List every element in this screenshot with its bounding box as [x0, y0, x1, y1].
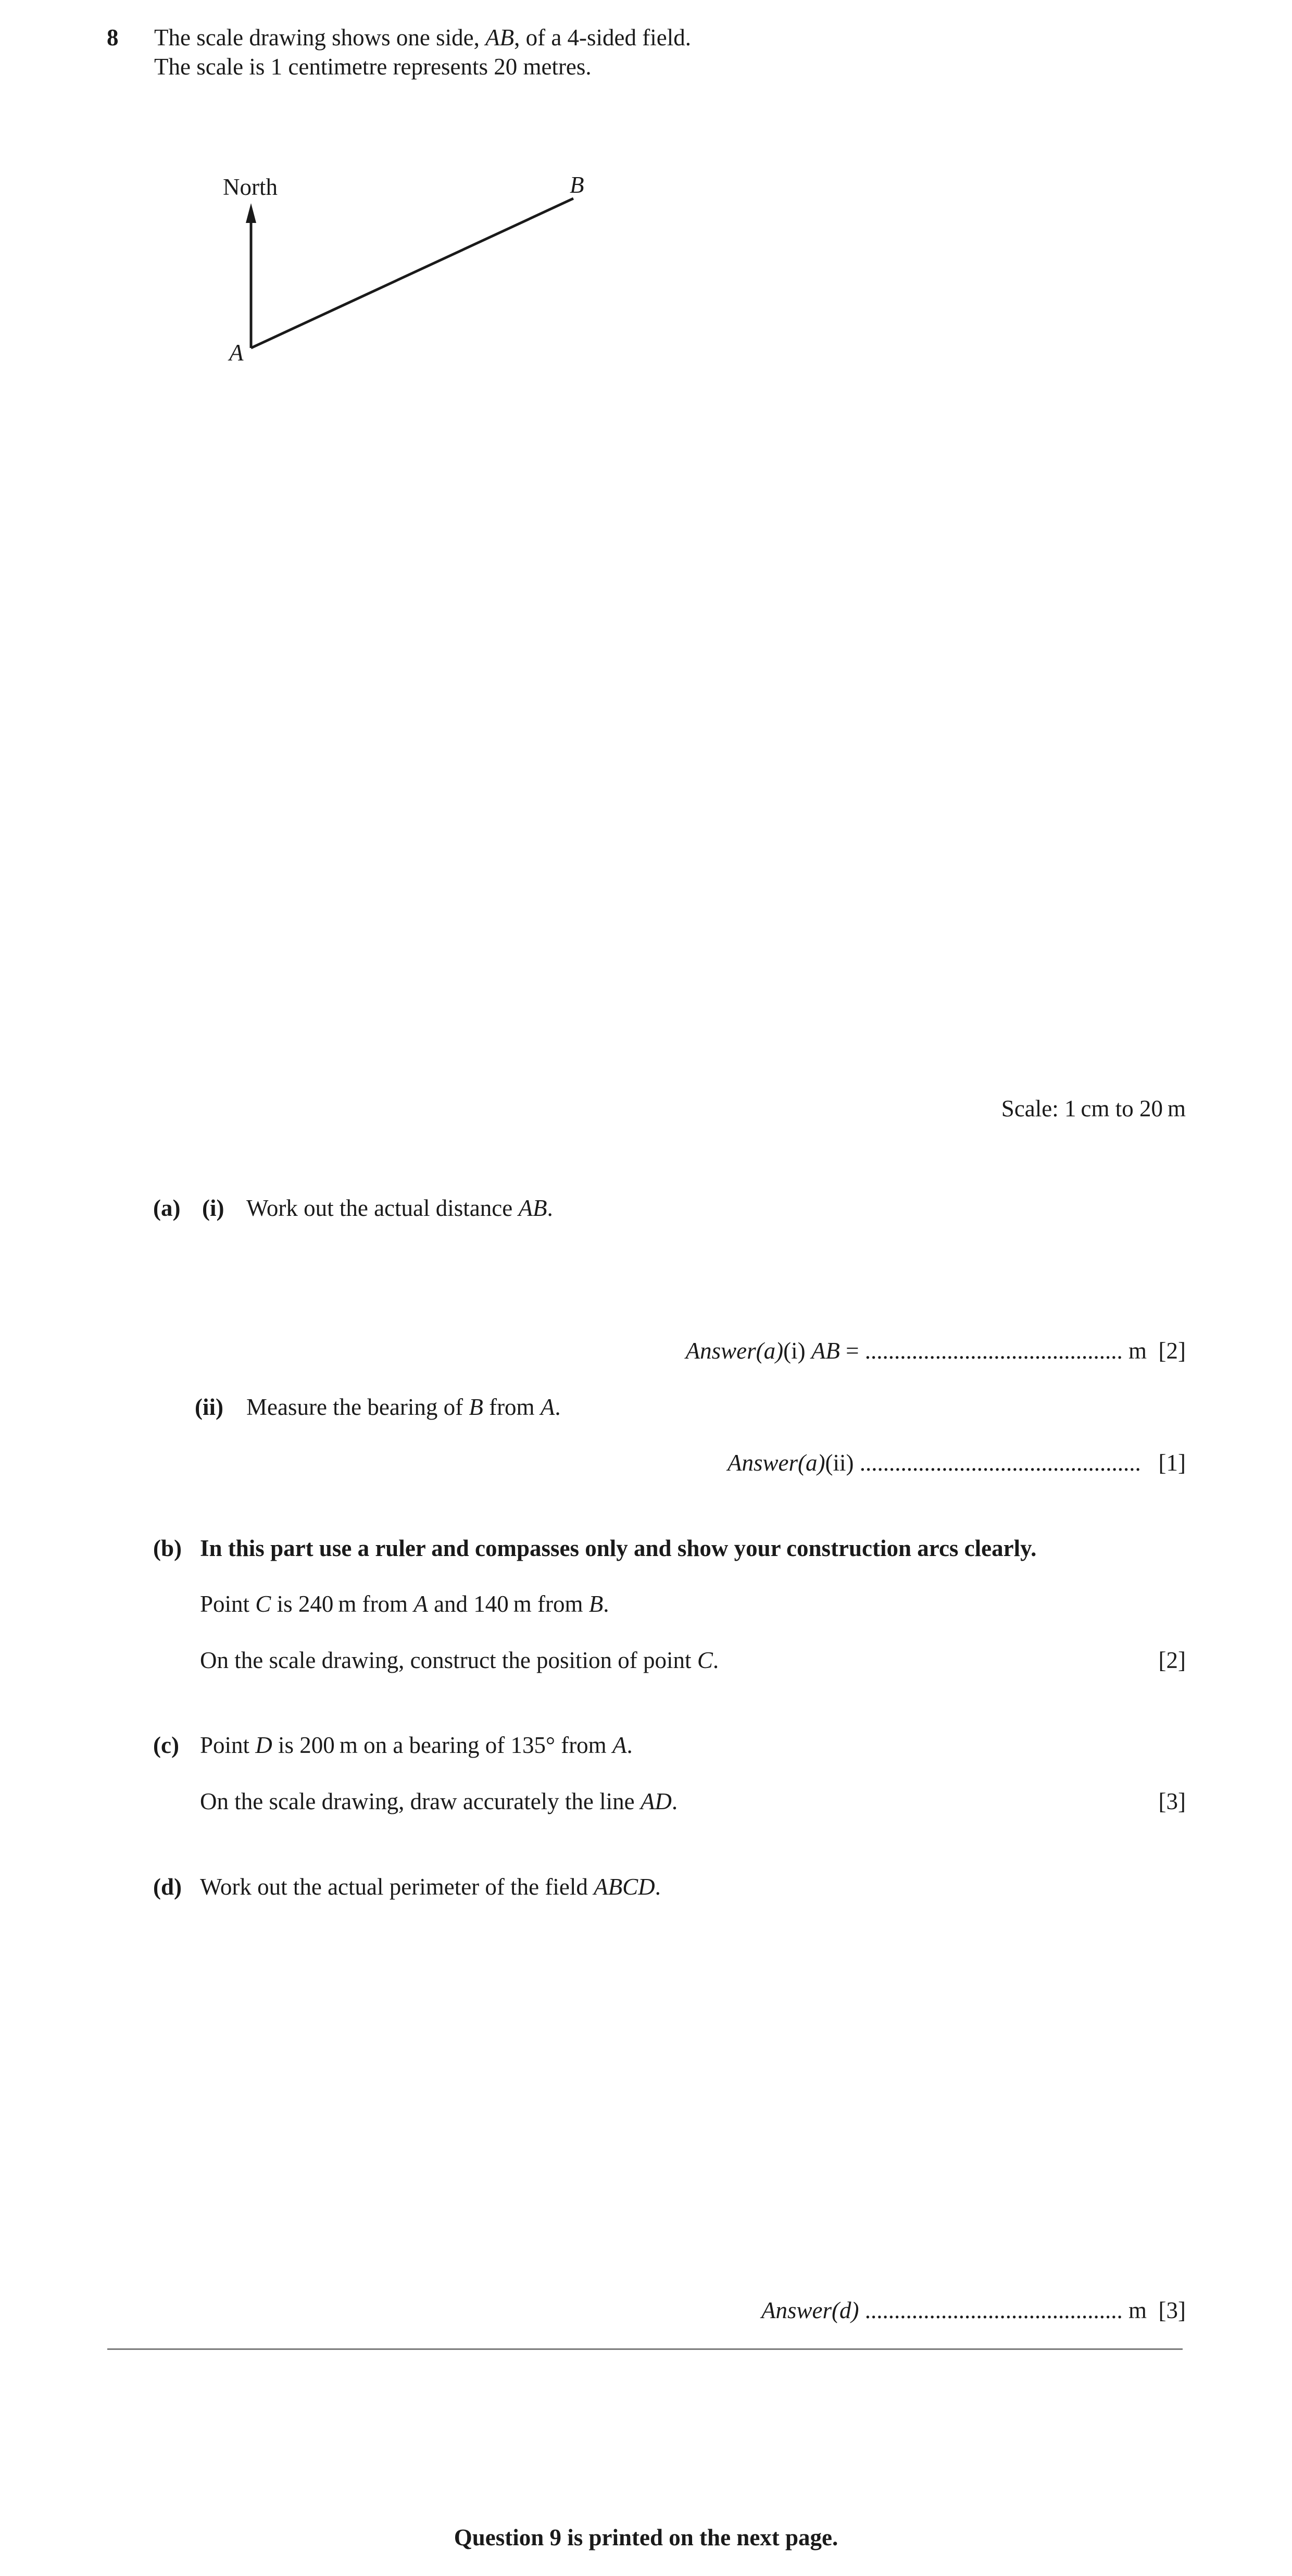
part-a-i-text: Work out the actual distance AB.	[246, 1195, 553, 1221]
question-intro-line2: The scale is 1 centimetre represents 20 metres.	[154, 54, 592, 80]
part-c-line2: On the scale drawing, draw accurately the line AD.	[200, 1788, 678, 1814]
marks-c: [3]	[1158, 1788, 1186, 1814]
part-a-i-label: (i)	[202, 1195, 224, 1221]
marks-d: [3]	[1158, 2297, 1186, 2323]
part-b-instruction: In this part use a ruler and compasses only and show your construction arcs clearly.	[200, 1535, 1037, 1561]
part-a-ii-label: (ii)	[195, 1394, 223, 1420]
question-number: 8	[107, 24, 119, 51]
answer-d-dots[interactable]: ............................................	[864, 2297, 1123, 2323]
north-label: North	[223, 174, 278, 200]
answer-a-i-dots[interactable]: ............................................	[864, 1338, 1123, 1364]
marks-a-i: [2]	[1158, 1338, 1186, 1364]
part-b-label: (b)	[153, 1535, 182, 1561]
part-c-line1: Point D is 200 m on a bearing of 135° from A.	[200, 1732, 633, 1758]
point-a-label: A	[229, 340, 244, 366]
answer-a-ii-dots[interactable]: ................................................	[859, 1450, 1141, 1476]
part-b-line2: On the scale drawing, construct the position of point C.	[200, 1647, 719, 1673]
marks-b: [2]	[1158, 1647, 1186, 1673]
part-d-text: Work out the actual perimeter of the field ABCD.	[200, 1874, 661, 1900]
section-divider	[107, 2348, 1183, 2350]
marks-a-ii: [1]	[1158, 1450, 1186, 1476]
part-a-label: (a)	[153, 1195, 181, 1221]
part-a-ii-text: Measure the bearing of B from A.	[246, 1394, 561, 1420]
part-c-label: (c)	[153, 1732, 179, 1758]
part-b-line1: Point C is 240 m from A and 140 m from B.	[200, 1591, 609, 1617]
question-intro-line1: The scale drawing shows one side, AB, of a 4-sided field.	[154, 24, 691, 51]
answer-d-line[interactable]: Answer(d) ............................................ m [3]	[761, 2297, 1186, 2323]
page-footer: Question 9 is printed on the next page.	[454, 2524, 838, 2550]
part-d-label: (d)	[153, 1874, 182, 1900]
line-ab	[251, 198, 573, 348]
answer-a-ii-line[interactable]: Answer(a)(ii) ................................................ [1]	[727, 1450, 1186, 1476]
point-b-label: B	[570, 172, 584, 198]
scale-note: Scale: 1 cm to 20 m	[1001, 1096, 1186, 1122]
answer-a-i-line[interactable]: Answer(a)(i) AB = ............................................ m [2]	[685, 1338, 1186, 1364]
north-arrow-head	[246, 203, 256, 223]
